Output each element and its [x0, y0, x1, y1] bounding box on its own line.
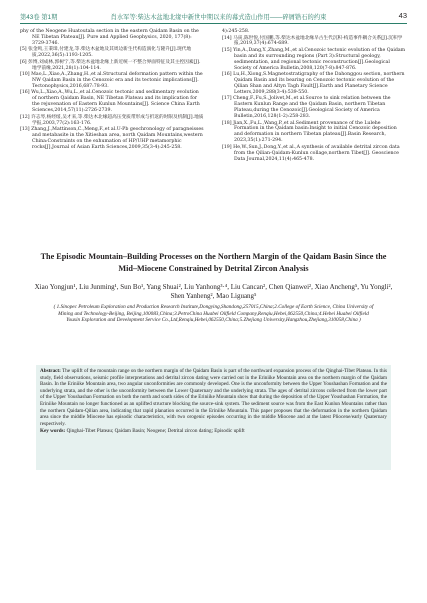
- abstract-text: The uplift of the mountain range on the northern margin of the Qaidam Basin is part of the northward expansion process of the Qinghai-Tibet Plateau. In this study, field observations, seismic profile interpretations and detrital zircon dating were carried out in the Eriniike Mountain area on the northern margin of the Qaidam Basin. In the Eriniike Mountain area, two angular unconformities are commonly developed. One is the unconformity between the Upper Youshashan Formation and the underlying strata, and the other is the unconformity between the Lower Quaternary and the underlying strata. The ages of detrital zircons collected from the lower part of the Upper Youshashan Formation on both the north and south sides of the Eriniike Mountain show that during the deposition of the Upper Youshashan Formation, the Eriniike Mountain no longer functioned as an uplifted structure blocking the source-sink system. The sediment source was from the East Kunlun Mountains rather than the northern Qaidam-Qilian area, indicating that rapid planation occurred in the Eriniike Mountain. This paper proposes that the deformation in the northern Qaidam area since the middle Miocene has episodic characteristics, with two orogenic episodes occurring in the middle Miocene and at the latest Pliocene/early Quaternary respectively.: [40, 368, 387, 427]
- header-rule: [20, 23, 407, 24]
- reference-item: [12] 许志琴,杨经绥,吴才来,等.柴达木北缘超高压变质带形成与折返的时限及机制[J].地质学报,2003,77(2):163-176.: [20, 114, 204, 126]
- affiliations: ( 1.Sinopec Petroleum Exploration and Production Research Institute,Dongying,Shandong,257015,China;2.College of Earth Science, China University of Mining and Technology-Beijing, Beijing,100083,China;3.PetroChina Huabei Oilfield Company,Renqiu,Hebei,062550,China;4.Hebei Huabei Oilfield Youxin Exploration and Development Service Co.,Ltd,Renqiu,Hebei,062550,China;5.Zhejiang University,Hangzhou,Zhejiang,310058,China ): [53, 304, 374, 323]
- reference-item: [19] He,W.,Sun,J.,Dong,Y.,et al.,A synthesis of available detrital zircon data from the Qilian-Qaidam-Kunlun collage,northern Tibet[J]. Geoscience Data Journal,2024,11(4):465-478.: [222, 144, 400, 162]
- reference-item: [15] Yin,A.,Dang,Y.,Zhang,M.,et al.Cenozoic tectonic evolution of the Qaidam basin and its surrounding regions (Part 3):Structural geology, sedimentation, and regional tectonic reconstruction[J].Geological Society of America Bulletin,2008,120(7-8):847-876.: [222, 47, 406, 71]
- abstract-paragraph: [40, 368, 387, 427]
- reference-item: [16] Lu,H.,Xiong,S.Magnetostratigraphy of the Dahonggou section, northern Qaidam Basin and its bearing on Cenozoic tectonic evolution of the Qilian Shan and Altyn Tagh Fault[J].Earth and Planetary Science Letters,2009,288(3-4):539-550.: [222, 72, 405, 95]
- abstract-box: [36, 365, 391, 470]
- reference-item: [5] 张金鸣,王秉璋,付建龙,等.柴达木盆地及其周边新生代构造演化与隆升[J].现代地质,2022,36(5):1193-1205.: [20, 47, 192, 59]
- reference-item: [17] Cheng,F.,Fu,S.,Jolivet,M.,et al.Source to sink relation between the Eastern Kunlun Range and the Qaidam Basin, northern Tibetan Plateau,during the Cenozoic[J].Geological Society of America Bulletin,2016,128(1-2):258-283.: [222, 96, 391, 120]
- keywords-line: [40, 428, 387, 435]
- abstract-label: Abstract:: [40, 368, 61, 374]
- reference-item: [13] Zhang,J.,Mattinson,C.,Meng,F.,et al.U-Pb geochronology of paragneisses and metabasite in the Xitieshan area, north Qaidam Mountains,western China:Constraints on the exhumation of HP/UHP metamorphic rocks[J].Journal of Asian Earth Sciences,2009,35(3-4):245-258.: [20, 127, 204, 150]
- reference-item: [6] 彭博,刘成林,郭树宁,等.柴达木盆地北缘上新近统一不整合界面特征及其主控因素[J].地学前缘,2021,28(1):104-114.: [20, 59, 201, 71]
- english-authors: Xiao Yongjun¹, Liu Junming¹, Sun Bo¹, Yang Shuai², Liu Yanhong³·⁴, Liu Cancan², Chen Qianwei², Xiao Ancheng⁵, Yu Yongli², Shen Yanheng², Mao Liguang⁵: [34, 283, 393, 300]
- reference-item: [16] Wu,L.,Xiao,A.,Wu,L.,et al.Cenozoic tectonic and sedimentary evolution of northern Qaidam Basin, NE Tibetan Plateau and its implication for the rejuvenation of Eastern Kunlun Mountains[J]. Science China Earth Sciences,2014,57(11):2726-2739.: [20, 90, 200, 114]
- keywords-label: Key words:: [40, 428, 66, 435]
- page-number: 43: [398, 11, 407, 20]
- reference-item: 4):245-258.: [222, 29, 250, 34]
- english-title: The Episodic Mountain–Building Processes on the Northern Margin of the Qaidam Basin Since the Mid–Miocene Constrained by Detrital Zircon Analysis: [40, 252, 387, 273]
- reference-item: [14] 马寅,陈世悦,付国鹏,等.柴达木盆地北缘早古生代沉积-构造事件耦合关系[J].沉积学报,2019,37(4):674-689.: [222, 35, 403, 47]
- references-right-column: [222, 29, 406, 163]
- reference-item: [10] Mao,L.,Xiao,A.,Zhang,H.,et al.Structural deformation pattern within the NW Qaidam Basin in the Cenozoic era and its tectonic implications[J]. Tectonophysics,2016,687:78-93.: [20, 72, 203, 89]
- keywords-text: Qinghai-Tibet Plateau; Qaidam Basin; Neogene; Detrital zircon dating; Episodic uplift: [66, 428, 245, 435]
- running-title: 肖水军等:柴达木盆地北缘中新世中期以来的幕式造山作用——碎屑锆石的约束: [110, 14, 327, 21]
- journal-issue: 第43卷 第1期: [20, 14, 58, 21]
- reference-item: [18] Jian,X.,Fu,L.,Wang,P.,et al.Sediment provenance of the Lulehe Formation in the Qaidam basin:Insight to initial Cenozoic deposition and deformation in northern Tibetan plateau[J].Basin Research, 2023,35(1):271-294.: [222, 120, 397, 144]
- references-left-column: [20, 29, 204, 151]
- reference-item: phy of the Neogene Huatoutala section in the eastern Qaidam Basin on the NE Tibetan Plateau[J]. Pure and Applied Geophysics, 2020, 177(8): 3729-3746.: [20, 29, 199, 46]
